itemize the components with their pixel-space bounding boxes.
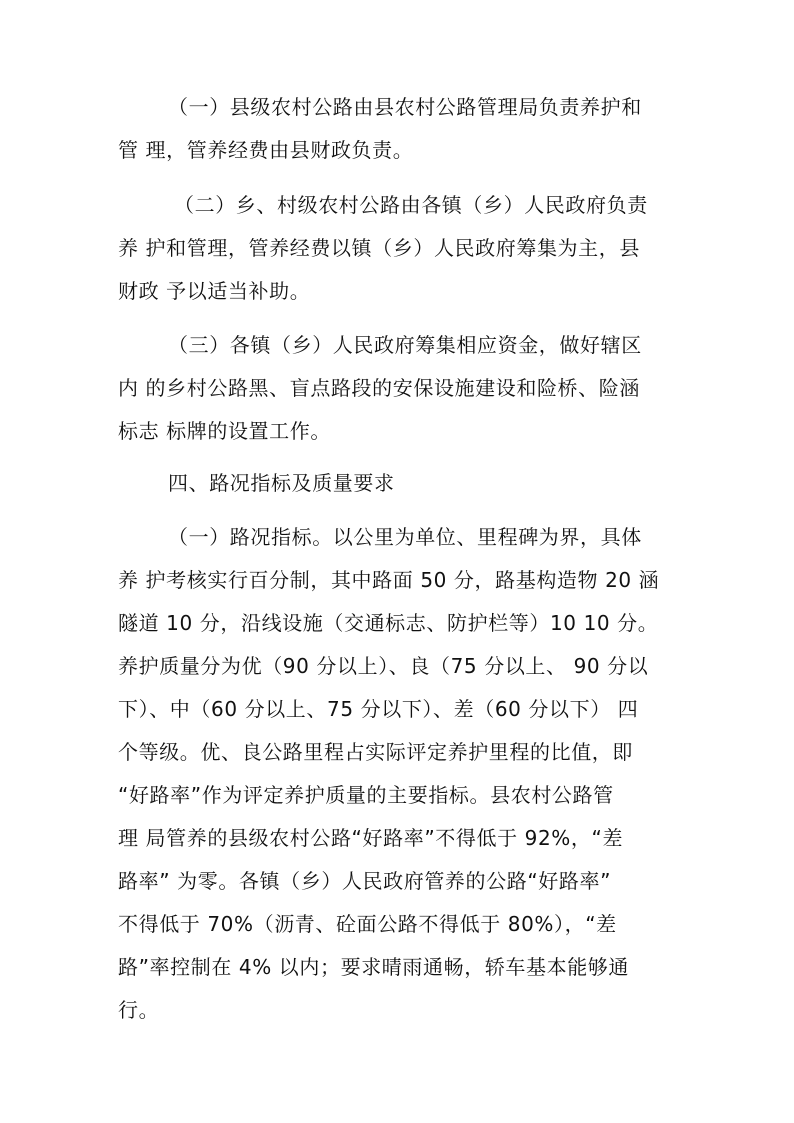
paragraph-township-roads xyxy=(118,184,678,313)
text-line: 标志 标牌的设置工作。 xyxy=(118,419,331,443)
text-line: 隧道 10 分，沿线设施（交通标志、防护栏等）10 10 分。 xyxy=(118,611,659,635)
heading-text: 四、路况指标及质量要求 xyxy=(168,471,395,495)
text-line: 下）、中（60 分以上、75 分以下）、差（60 分以下） 四 xyxy=(118,697,639,721)
text-line: 路”率控制在 4% 以内；要求晴雨通畅，轿车基本能够通 xyxy=(118,955,630,979)
text-line: 路率” 为零。各镇（乡）人民政府管养的公路“好路率” xyxy=(118,869,612,893)
text-line: 管 理，管养经费由县财政负责。 xyxy=(118,138,414,162)
text-line: 财政 予以适当补助。 xyxy=(118,279,311,303)
text-line: （三）各镇（乡）人民政府筹集相应资金，做好辖区 xyxy=(168,333,642,357)
text-line: “好路率”作为评定养护质量的主要指标。县农村公路管 xyxy=(118,783,614,807)
text-line: （二）乡、村级农村公路由各镇（乡）人民政府负责 xyxy=(174,193,648,217)
text-line: （一）路况指标。以公里为单位、里程碑为界，具体 xyxy=(168,525,642,549)
text-line: 养 护考核实行百分制，其中路面 50 分，路基构造物 20 涵 xyxy=(118,568,660,592)
text-line: 养护质量分为优（90 分以上）、良（75 分以上、 90 分以 xyxy=(118,654,649,678)
paragraph-county-roads xyxy=(118,86,678,172)
text-line: 内 的乡村公路黑、盲点路段的安保设施建设和险桥、险涵 xyxy=(118,376,640,400)
text-line: 不得低于 70%（沥青、砼面公路不得低于 80%），“差 xyxy=(118,912,617,936)
section-heading xyxy=(118,462,678,505)
text-line: 行。 xyxy=(118,998,160,1022)
paragraph-safety-facilities xyxy=(118,324,678,453)
text-line: 理 局管养的县级农村公路“好路率”不得低于 92%，“差 xyxy=(118,826,624,850)
text-line: （一）县级农村公路由县农村公路管理局负责养护和 xyxy=(168,95,642,119)
paragraph-road-indicators xyxy=(118,516,678,1032)
text-line: 个等级。优、良公路里程占实际评定养护里程的比值，即 xyxy=(118,740,633,764)
text-line: 养 护和管理，管养经费以镇（乡）人民政府筹集为主，县 xyxy=(118,236,640,260)
